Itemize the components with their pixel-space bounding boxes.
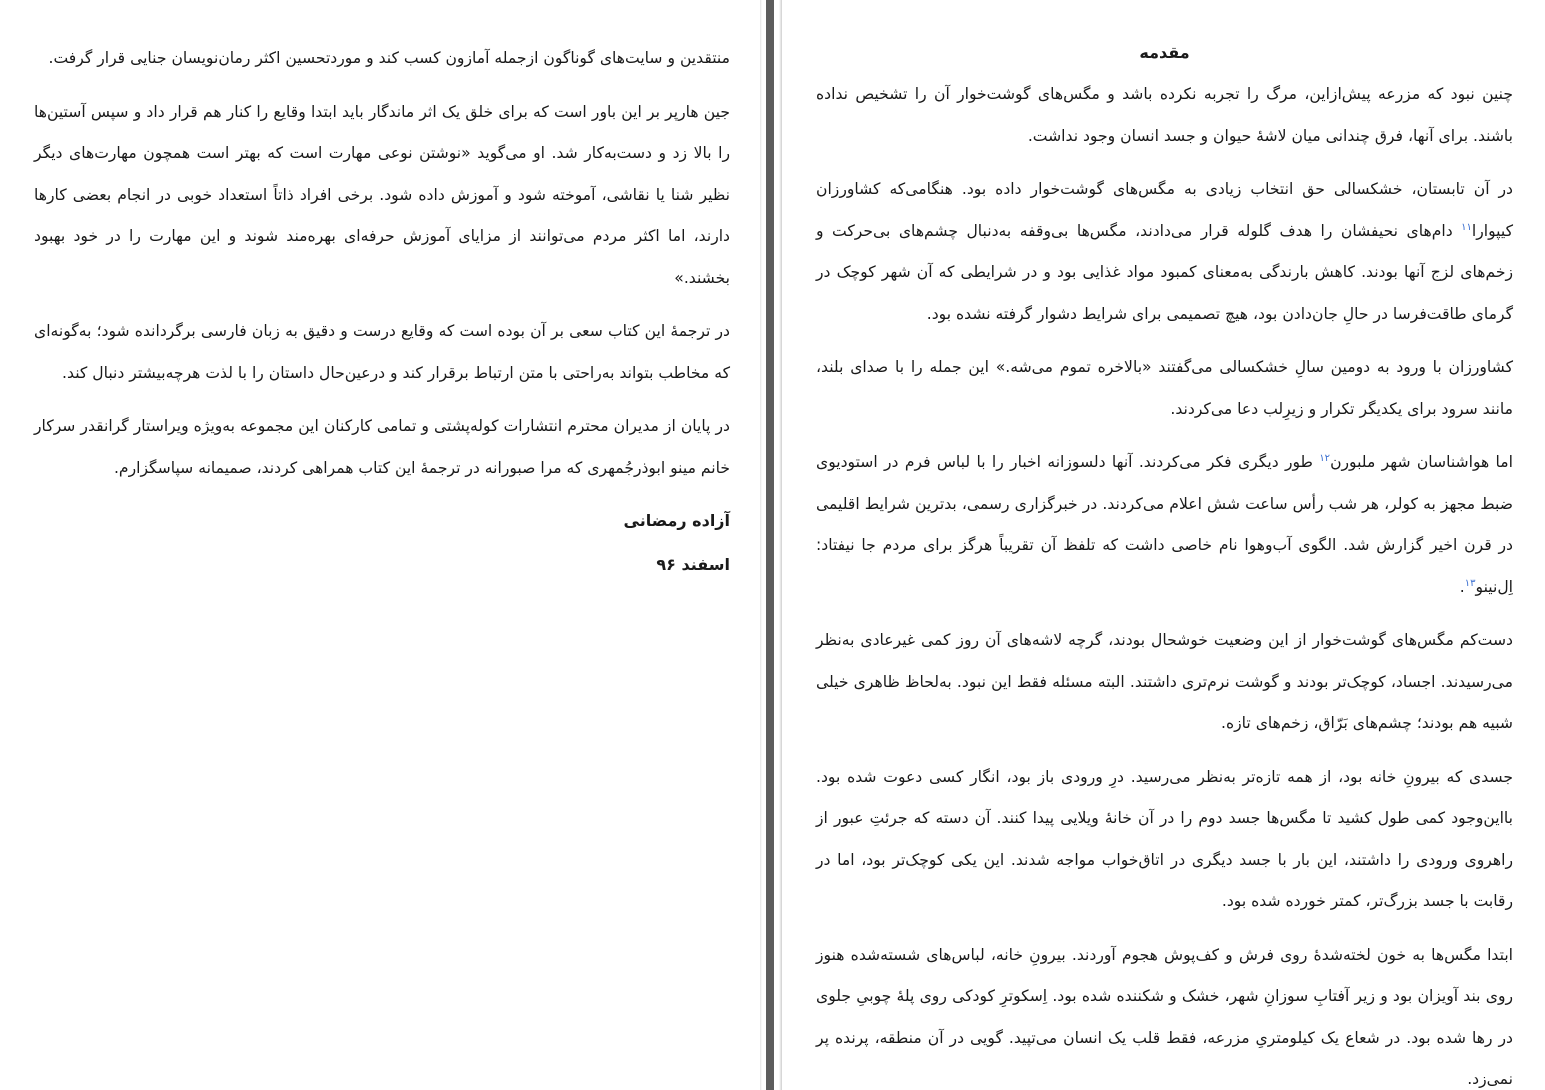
page-gutter — [760, 0, 782, 1090]
chapter-heading: مقدمه — [1139, 43, 1190, 62]
right-paragraph-1: چنین نبود که مزرعه پیش‌ازاین، مرگ را تجربه نکرده باشد و مگس‌های گوشت‌خوار آن را تشخیص نداده باشند. برای آنها، فرق چندانی میان لاشهٔ حیوان و جسد انسان وجود نداشت. — [816, 85, 1513, 145]
left-paragraph-1: منتقدین و سایت‌های گوناگون ازجمله آمازون کسب کند و موردتحسین اکثر رمان‌نویسان جنایی قرار گرفت. — [48, 49, 730, 67]
right-page — [782, 0, 1545, 1090]
left-paragraph-3: در ترجمهٔ این کتاب سعی بر آن بوده است که وقایع درست و دقیق به زبان فارسی برگردانده شود؛ به‌گونه‌ای که مخاطب بتواند به‌راحتی با متن ارتباط برقرار کند و درعین‌حال داستان را با لذت هرچه‌بیشتر دنبال کند. — [34, 322, 730, 382]
paragraph-text: . — [1459, 577, 1465, 596]
paragraph-text: در آن تابستان، خشکسالی حق انتخاب زیادی به مگس‌های گوشت‌خوار داده بود. هنگامی‌که کشاورزان کیپوارا — [816, 180, 1513, 240]
right-paragraph-3: کشاورزان با ورود به دومین سالِ خشکسالی می‌گفتند «بالاخره تموم می‌شه.» این جمله را با صدای بلند، مانند سرود برای یکدیگر تکرار و زیرِلب دعا می‌کردند. — [816, 358, 1513, 418]
right-paragraph-5: دست‌کم مگس‌های گوشت‌خوار از این وضعیت خوشحال بودند، گرچه لاشه‌های آن روز کمی غیرعادی به‌نظر می‌رسیدند. اجساد، کوچک‌تر بودند و گوشت نرم‌تری داشتند. البته مسئله فقط این نبود. به‌لحاظ ظاهری خیلی شبیه هم بودند؛ چشم‌های بَرّاق، زخم‌های تازه. — [816, 631, 1513, 732]
right-paragraph-2 — [816, 169, 1513, 335]
paragraph-text: اما هواشناسان شهر ملبورن — [1330, 453, 1513, 471]
right-paragraph-6: جسدی که بیرونِ خانه بود، از همه تازه‌تر به‌نظر می‌رسید. درِ ورودی باز بود، انگار کسی دعوت شده بود. بااین‌وجود کمی طول کشید تا مگس‌ها جسد دوم را در آن خانهٔ ویلایی پیدا کنند. آن دسته که جرئتِ عبور از راهروی ورودی را داشتند، این بار با جسد دیگری در اتاق‌خواب مواجه شدند. این یکی کوچک‌تر بود، اما در رقابت با جسد بزرگ‌تر، کمتر خورده شده بود. — [816, 767, 1513, 910]
left-page — [0, 0, 760, 1090]
paragraph-text: طور دیگری فکر می‌کردند. آنها دلسوزانه اخبار را با لباس فرم در استودیوی ضبط مجهز به کولر، هر شب رأس ساعت شش اعلام می‌کردند. در خبرگزاری رسمی، بدترین شرایط اقلیمی در قرن اخیر گزارش شد. الگوی آب‌وهوا نام خاصی داشت که تلفظ آن تقریباً هرگز برای مردم جا نیفتاد: اِل‌نینو — [816, 453, 1513, 596]
footnote-marker[interactable]: ۱۳ — [1464, 577, 1476, 589]
left-paragraph-4: در پایان از مدیران محترم انتشارات کوله‌پشتی و تمامی کارکنان این مجموعه به‌ویژه ویراستار گرانقدر سرکار خانم مینو ابوذرجُمهری که مرا صبورانه در ترجمهٔ این کتاب همراهی کردند، صمیمانه سپاسگزارم. — [34, 417, 730, 477]
paragraph-text: دام‌های نحیفشان را هدف گلوله قرار می‌دادند، مگس‌ها بی‌وقفه به‌دنبال چشم‌های بی‌حرکت و زخم‌های لزج آنها بودند. کاهش بارندگی به‌معنای کمبود مواد غذایی بود و در شرایطی که آن شهر کوچک در گرمای طاقت‌فرسا در حالِ جان‌دادن بود، هیچ تصمیمی برای شرایط دشوار گرفته نشده بود. — [816, 221, 1513, 323]
right-paragraph-7: ابتدا مگس‌ها به خون لخته‌شدهٔ روی فرش و کف‌پوش هجوم آوردند. بیرونِ خانه، لباس‌های شسته‌شده هنوز روی بند آویزان بود و زیر آفتابِ سوزانِ شهر، خشک و شکننده شده بود. اِسکوترِ کودکی روی پلهٔ چوبیِ جلوی در رها شده بود. در شعاع یک کیلومتریِ مزرعه، فقط قلب یک انسان می‌تپید. گویی در آن منطقه، پرنده پر نمی‌زد. — [816, 945, 1513, 1088]
signature-date: اسفند ۹۶ — [656, 555, 730, 574]
footnote-marker[interactable]: ۱۲ — [1319, 452, 1331, 464]
left-paragraph-2: جین هارپر بر این باور است که برای خلق یک اثر ماندگار باید ابتدا وقایع را کنار هم قرار داد و سپس آستین‌ها را بالا زد و دست‌به‌کار شد. او می‌گوید «نوشتن نوعی مهارت است که بهتر است همچون مهارت‌های دیگر نظیر شنا یا نقاشی، آموخته شود و آموزش داده شود. برخی افراد ذاتاً استعداد خوبی در انجام بعضی کارها دارند، اما اکثر مردم می‌توانند از مزایای آموزش حرفه‌ای بهره‌مند شوند و این مهارت را در خود بهبود بخشند.» — [34, 102, 730, 287]
footnote-marker[interactable]: ۱۱ — [1461, 221, 1472, 233]
translator-signature: آزاده رمضانی — [623, 511, 730, 530]
right-paragraph-4 — [816, 442, 1513, 608]
